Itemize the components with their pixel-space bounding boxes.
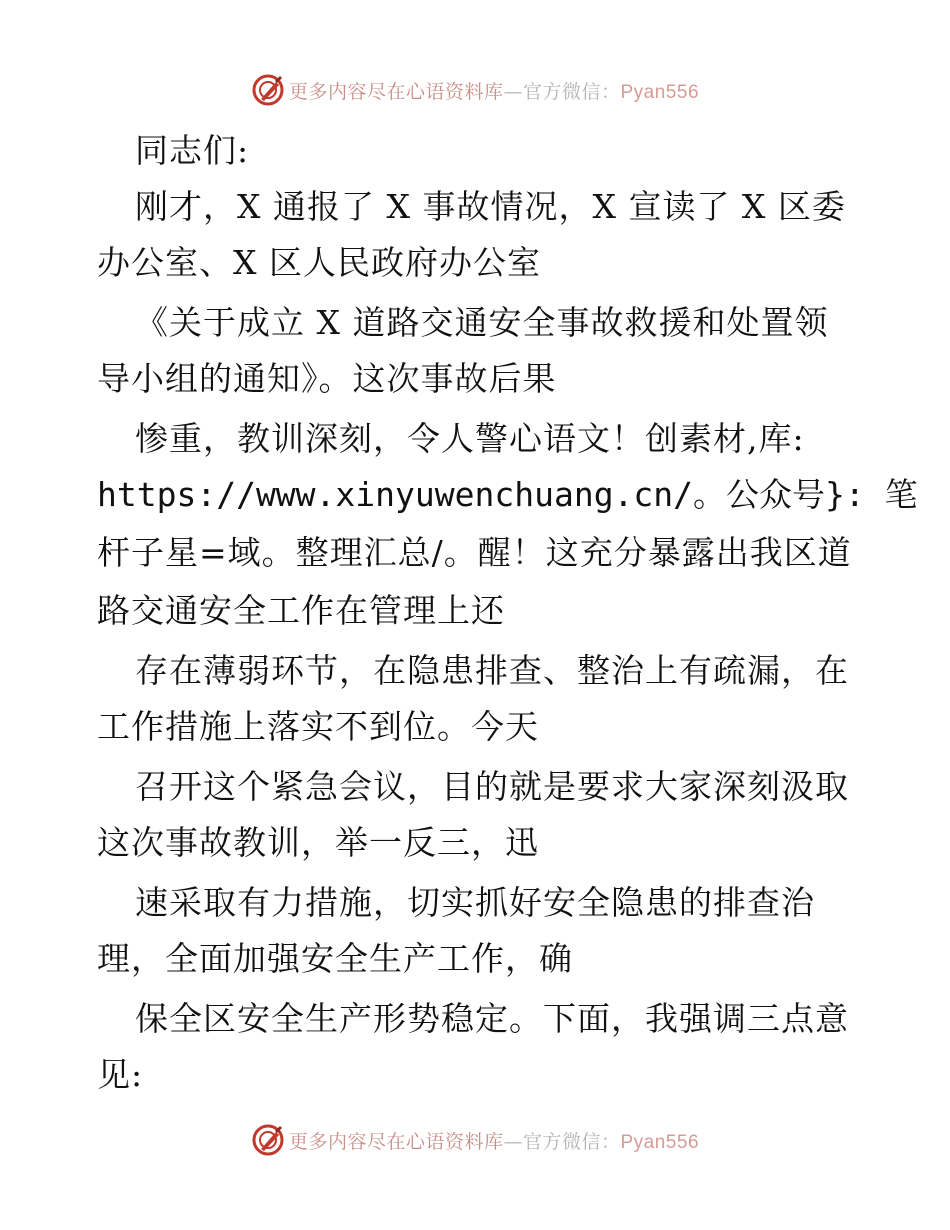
body-line: https://www.xinyuwenchuang.cn/。公众号}: 笔 — [97, 475, 918, 514]
header-banner-main: 更多内容尽在心语资料库 — [288, 80, 504, 103]
footer-banner-dash: — — [503, 1130, 523, 1153]
footer-banner — [0, 1120, 950, 1160]
body-line: 路交通安全工作在管理上还 — [97, 591, 505, 630]
header-banner-dash: — — [503, 80, 523, 103]
header-banner-wechat: 官方微信： — [522, 80, 621, 103]
body-line: 惨重，教训深刻，令人警心语文！创素材,库: — [135, 419, 805, 458]
body-line: 速采取有力措施，切实抓好安全隐患的排查治 — [135, 883, 815, 922]
body-line: 《关于成立 X 道路交通安全事故救援和处置领 — [135, 303, 829, 342]
body-line: 刚才，X 通报了 X 事故情况，X 宣读了 X 区委 — [135, 187, 846, 226]
header-banner — [0, 70, 950, 110]
body-line: 办公室、X 区人民政府办公室 — [97, 243, 541, 282]
body-line: 这次事故教训，举一反三，迅 — [97, 823, 539, 862]
header-banner-text — [289, 77, 699, 104]
footer-banner-text — [289, 1127, 699, 1154]
pen-logo-icon — [251, 73, 285, 107]
footer-banner-id: Pyan556 — [620, 1131, 700, 1153]
body-line: 保全区安全生产形势稳定。下面，我强调三点意 — [135, 999, 849, 1038]
body-line: 杆子星=域。整理汇总/。醒！这充分暴露出我区道 — [97, 533, 852, 572]
pen-logo-icon — [251, 1123, 285, 1157]
footer-banner-wechat: 官方微信： — [522, 1130, 621, 1153]
body-line: 工作措施上落实不到位。今天 — [97, 707, 539, 746]
body-line: 存在薄弱环节，在隐患排查、整治上有疏漏，在 — [135, 651, 849, 690]
body-line: 导小组的通知》。这次事故后果 — [97, 359, 557, 398]
body-line: 召开这个紧急会议，目的就是要求大家深刻汲取 — [135, 767, 849, 806]
body-line: 理，全面加强安全生产工作，确 — [97, 939, 573, 978]
header-banner-id: Pyan556 — [620, 81, 700, 103]
body-line: 同志们: — [135, 131, 250, 170]
footer-banner-main: 更多内容尽在心语资料库 — [288, 1130, 504, 1153]
body-line: 见: — [97, 1055, 144, 1094]
